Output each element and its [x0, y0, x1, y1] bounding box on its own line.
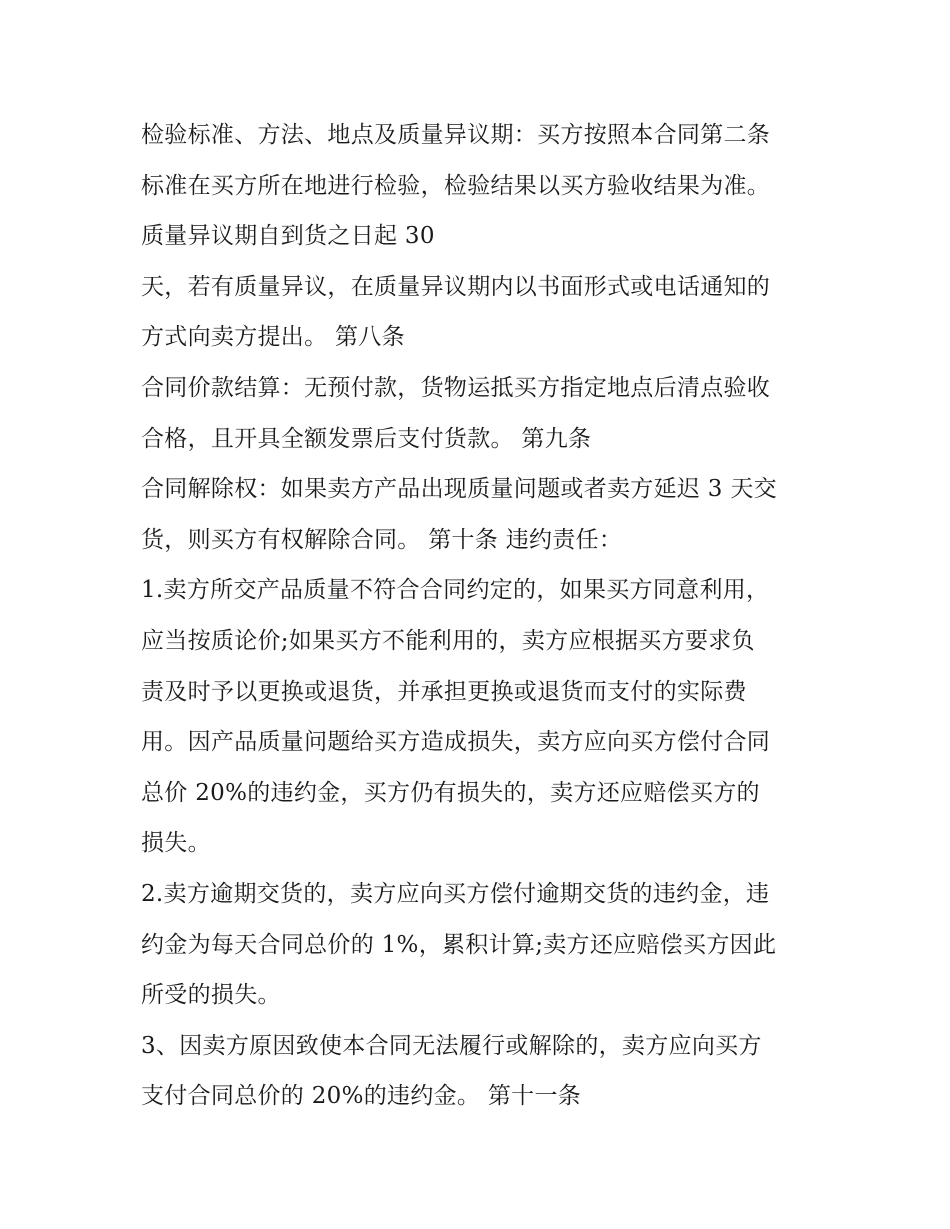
text-line: 标准在买方所在地进行检验，检验结果以买方验收结果为准。 [141, 172, 771, 199]
text-line: 2.卖方逾期交货的，卖方应向买方偿付逾期交货的违约金，违 [141, 880, 770, 907]
text-line: 用。因产品质量问题给买方造成损失，卖方应向买方偿付合同 [141, 729, 771, 756]
text-line: 合同解除权：如果卖方产品出现质量问题或者卖方延迟 3 天交 [141, 476, 777, 503]
text-line: 3、因卖方原因致使本合同无法履行或解除的，卖方应向买方 [141, 1032, 762, 1059]
text-line: 方式向卖方提出。 第八条 [141, 324, 405, 351]
text-line: 质量异议期自到货之日起 30 [141, 223, 435, 250]
text-line: 责及时予以更换或退货，并承担更换或退货而支付的实际费 [141, 678, 747, 705]
text-line: 总价 20%的违约金，买方仍有损失的，卖方还应赔偿买方的 [141, 779, 760, 806]
text-line: 应当按质论价;如果买方不能利用的，卖方应根据买方要求负 [141, 627, 755, 654]
text-line: 合同价款结算：无预付款，货物运抵买方指定地点后清点验收 [141, 374, 771, 401]
text-line: 合格，且开具全额发票后支付货款。 第九条 [141, 425, 592, 452]
text-line: 损失。 [141, 830, 211, 857]
text-line: 天，若有质量异议，在质量异议期内以书面形式或电话通知的 [141, 273, 771, 300]
text-line: 1.卖方所交产品质量不符合合同约定的，如果买方同意利用， [141, 577, 770, 604]
text-line: 检验标准、方法、地点及质量异议期：买方按照本合同第二条 [141, 122, 771, 148]
text-line: 货，则买方有权解除合同。 第十条 违约责任： [141, 526, 623, 553]
text-line: 所受的损失。 [141, 982, 281, 1009]
text-line: 约金为每天合同总价的 1%，累积计算;卖方还应赔偿买方因此 [141, 931, 777, 958]
contract-text-body [141, 110, 821, 1122]
text-line: 支付合同总价的 20%的违约金。 第十一条 [141, 1083, 582, 1110]
